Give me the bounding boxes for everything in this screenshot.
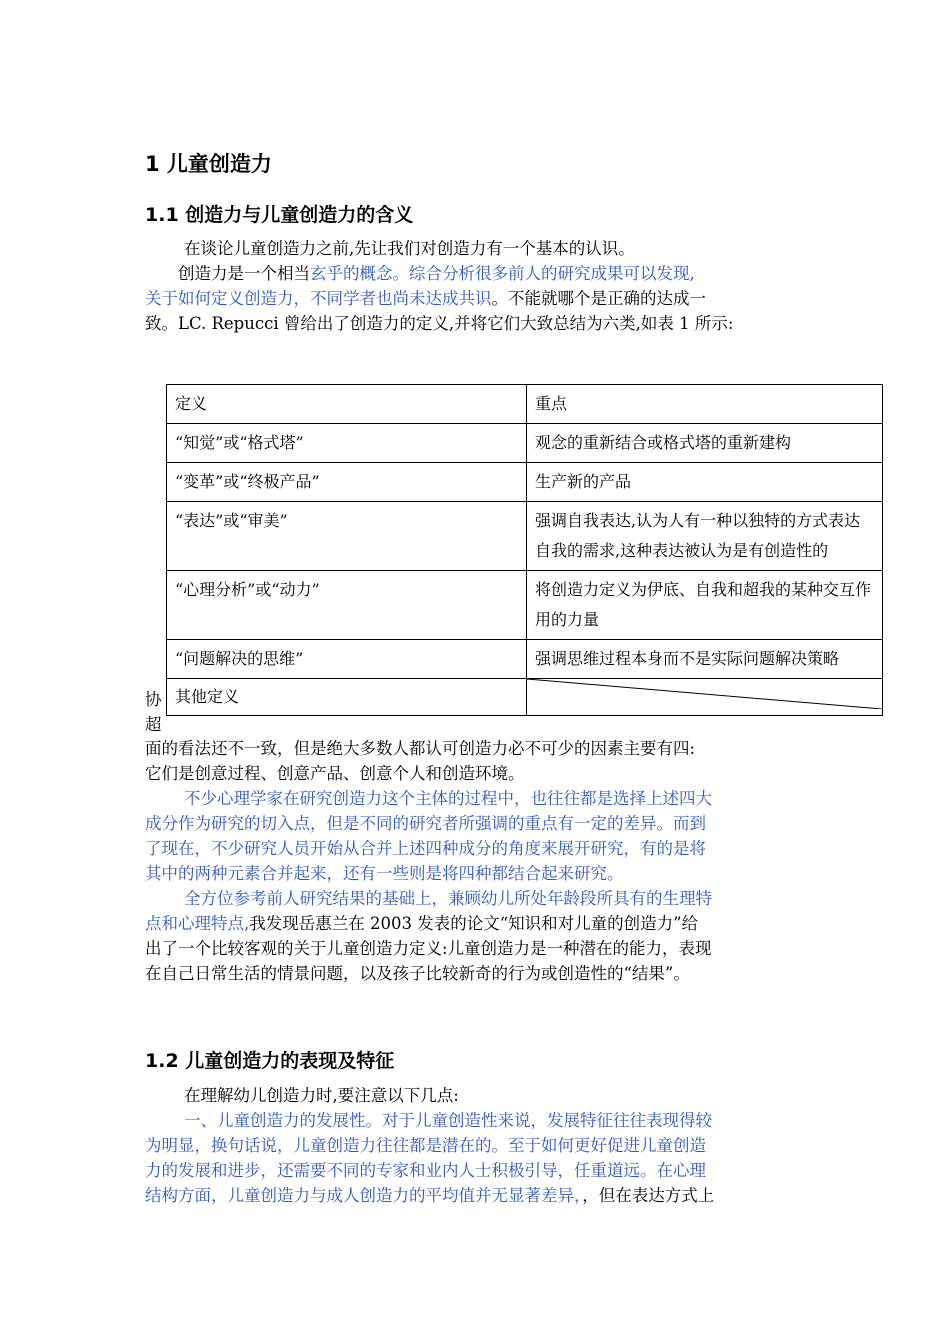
definitions-table — [166, 384, 883, 716]
table-cell: “变革”或“终极产品” — [167, 463, 527, 502]
paragraph-line: 在自己日常生活的情景问题，以及孩子比较新奇的行为或创造性的“结果”。 — [145, 964, 690, 983]
paragraph-line — [145, 1183, 714, 1208]
margin-char: 超 — [145, 715, 162, 734]
table-header-cell: 重点 — [527, 385, 883, 424]
section-heading-1-1: 1.1 创造力与儿童创造力的含义 — [145, 204, 414, 226]
paragraph-line — [178, 261, 695, 286]
table-cell: 观念的重新结合或格式塔的重新建构 — [527, 424, 883, 463]
highlighted-text-run: 点和心理特点, — [145, 914, 250, 933]
paragraph-line: 为明显，换句话说，儿童创造力往往都是潜在的。至于如何更好促进儿童创造 — [145, 1136, 706, 1155]
table-cell: “心理分析”或“动力” — [167, 571, 527, 640]
table-cell: 强调思维过程本身而不是实际问题解决策略 — [527, 640, 883, 679]
text-run: 。不能就哪个是正确的达成一 — [491, 289, 706, 308]
highlighted-text-run: 玄乎的概念。综合分析很多前人的研究成果可以发现, — [310, 264, 695, 283]
paragraph-line: 一、儿童创造力的发展性。对于儿童创造性来说，发展特征往往表现得较 — [184, 1111, 712, 1130]
table-header-cell: 定义 — [167, 385, 527, 424]
text-run: 我发现岳惠兰在 2003 发表的论文“知识和对儿童的创造力”给 — [249, 914, 699, 933]
table-cell: 其他定义 — [167, 679, 527, 716]
paragraph-line — [145, 286, 706, 311]
text-run: 创造力是一个相当 — [178, 264, 310, 283]
paragraph-line: 全方位参考前人研究结果的基础上，兼顾幼儿所处年龄段所具有的生理特 — [184, 889, 712, 908]
paragraph-line: 不少心理学家在研究创造力这个主体的过程中，也往往都是选择上述四大 — [184, 789, 712, 808]
paragraph-line: 成分作为研究的切入点，但是不同的研究者所强调的重点有一定的差异。而到 — [145, 814, 706, 833]
table-header-row — [167, 385, 883, 424]
table-row — [167, 571, 883, 640]
table-cell-empty — [527, 679, 883, 716]
paragraph-line: 面的看法还不一致，但是绝大多数人都认可创造力必不可少的因素主要有四: — [145, 739, 696, 758]
paragraph-line: 力的发展和进步，还需要不同的专家和业内人士积极引导，任重道远。在心理 — [145, 1161, 706, 1180]
paragraph-intro: 在谈论儿童创造力之前,先让我们对创造力有一个基本的认识。 — [184, 239, 635, 258]
paragraph-line: 其中的两种元素合并起来，还有一些则是将四种都结合起来研究。 — [145, 864, 624, 883]
table-row — [167, 424, 883, 463]
highlighted-text-run: 结构方面，儿童创造力与成人创造力的平均值并无显著差异， — [145, 1186, 583, 1205]
table-cell: “表达”或“审美” — [167, 502, 527, 571]
margin-char: 协 — [145, 690, 162, 709]
table-cell: 将创造力定义为伊底、自我和超我的某种交互作用的力量 — [527, 571, 883, 640]
paragraph-line: 它们是创意过程、创意产品、创意个人和创造环境。 — [145, 764, 525, 783]
table-row — [167, 679, 883, 716]
table-row — [167, 640, 883, 679]
table-cell: “知觉”或“格式塔” — [167, 424, 527, 463]
chapter-heading: 1 儿童创造力 — [145, 152, 272, 176]
table-row — [167, 463, 883, 502]
paragraph-line — [145, 911, 698, 936]
highlighted-text-run: 关于如何定义创造力，不同学者也尚未达成共识 — [145, 289, 492, 308]
text-run: ，但在表达方式上 — [582, 1186, 715, 1205]
section-heading-1-2: 1.2 儿童创造力的表现及特征 — [145, 1050, 395, 1072]
table-row — [167, 502, 883, 571]
paragraph-line: 了现在，不少研究人员开始从合并上述四种成分的角度来展开研究，有的是将 — [145, 839, 706, 858]
paragraph-line: 致。LC. Repucci 曾给出了创造力的定义,并将它们大致总结为六类,如表 1 所示: — [145, 314, 734, 333]
table-cell: “问题解决的思维” — [167, 640, 527, 679]
diagonal-line — [527, 679, 882, 709]
paragraph-line: 在理解幼儿创造力时,要注意以下几点: — [184, 1086, 459, 1105]
table-cell: 生产新的产品 — [527, 463, 883, 502]
paragraph-line: 出了一个比较客观的关于儿童创造力定义:儿童创造力是一种潜在的能力，表现 — [145, 939, 712, 958]
table-cell: 强调自我表达,认为人有一种以独特的方式表达自我的需求,这种表达被认为是有创造性的 — [527, 502, 883, 571]
